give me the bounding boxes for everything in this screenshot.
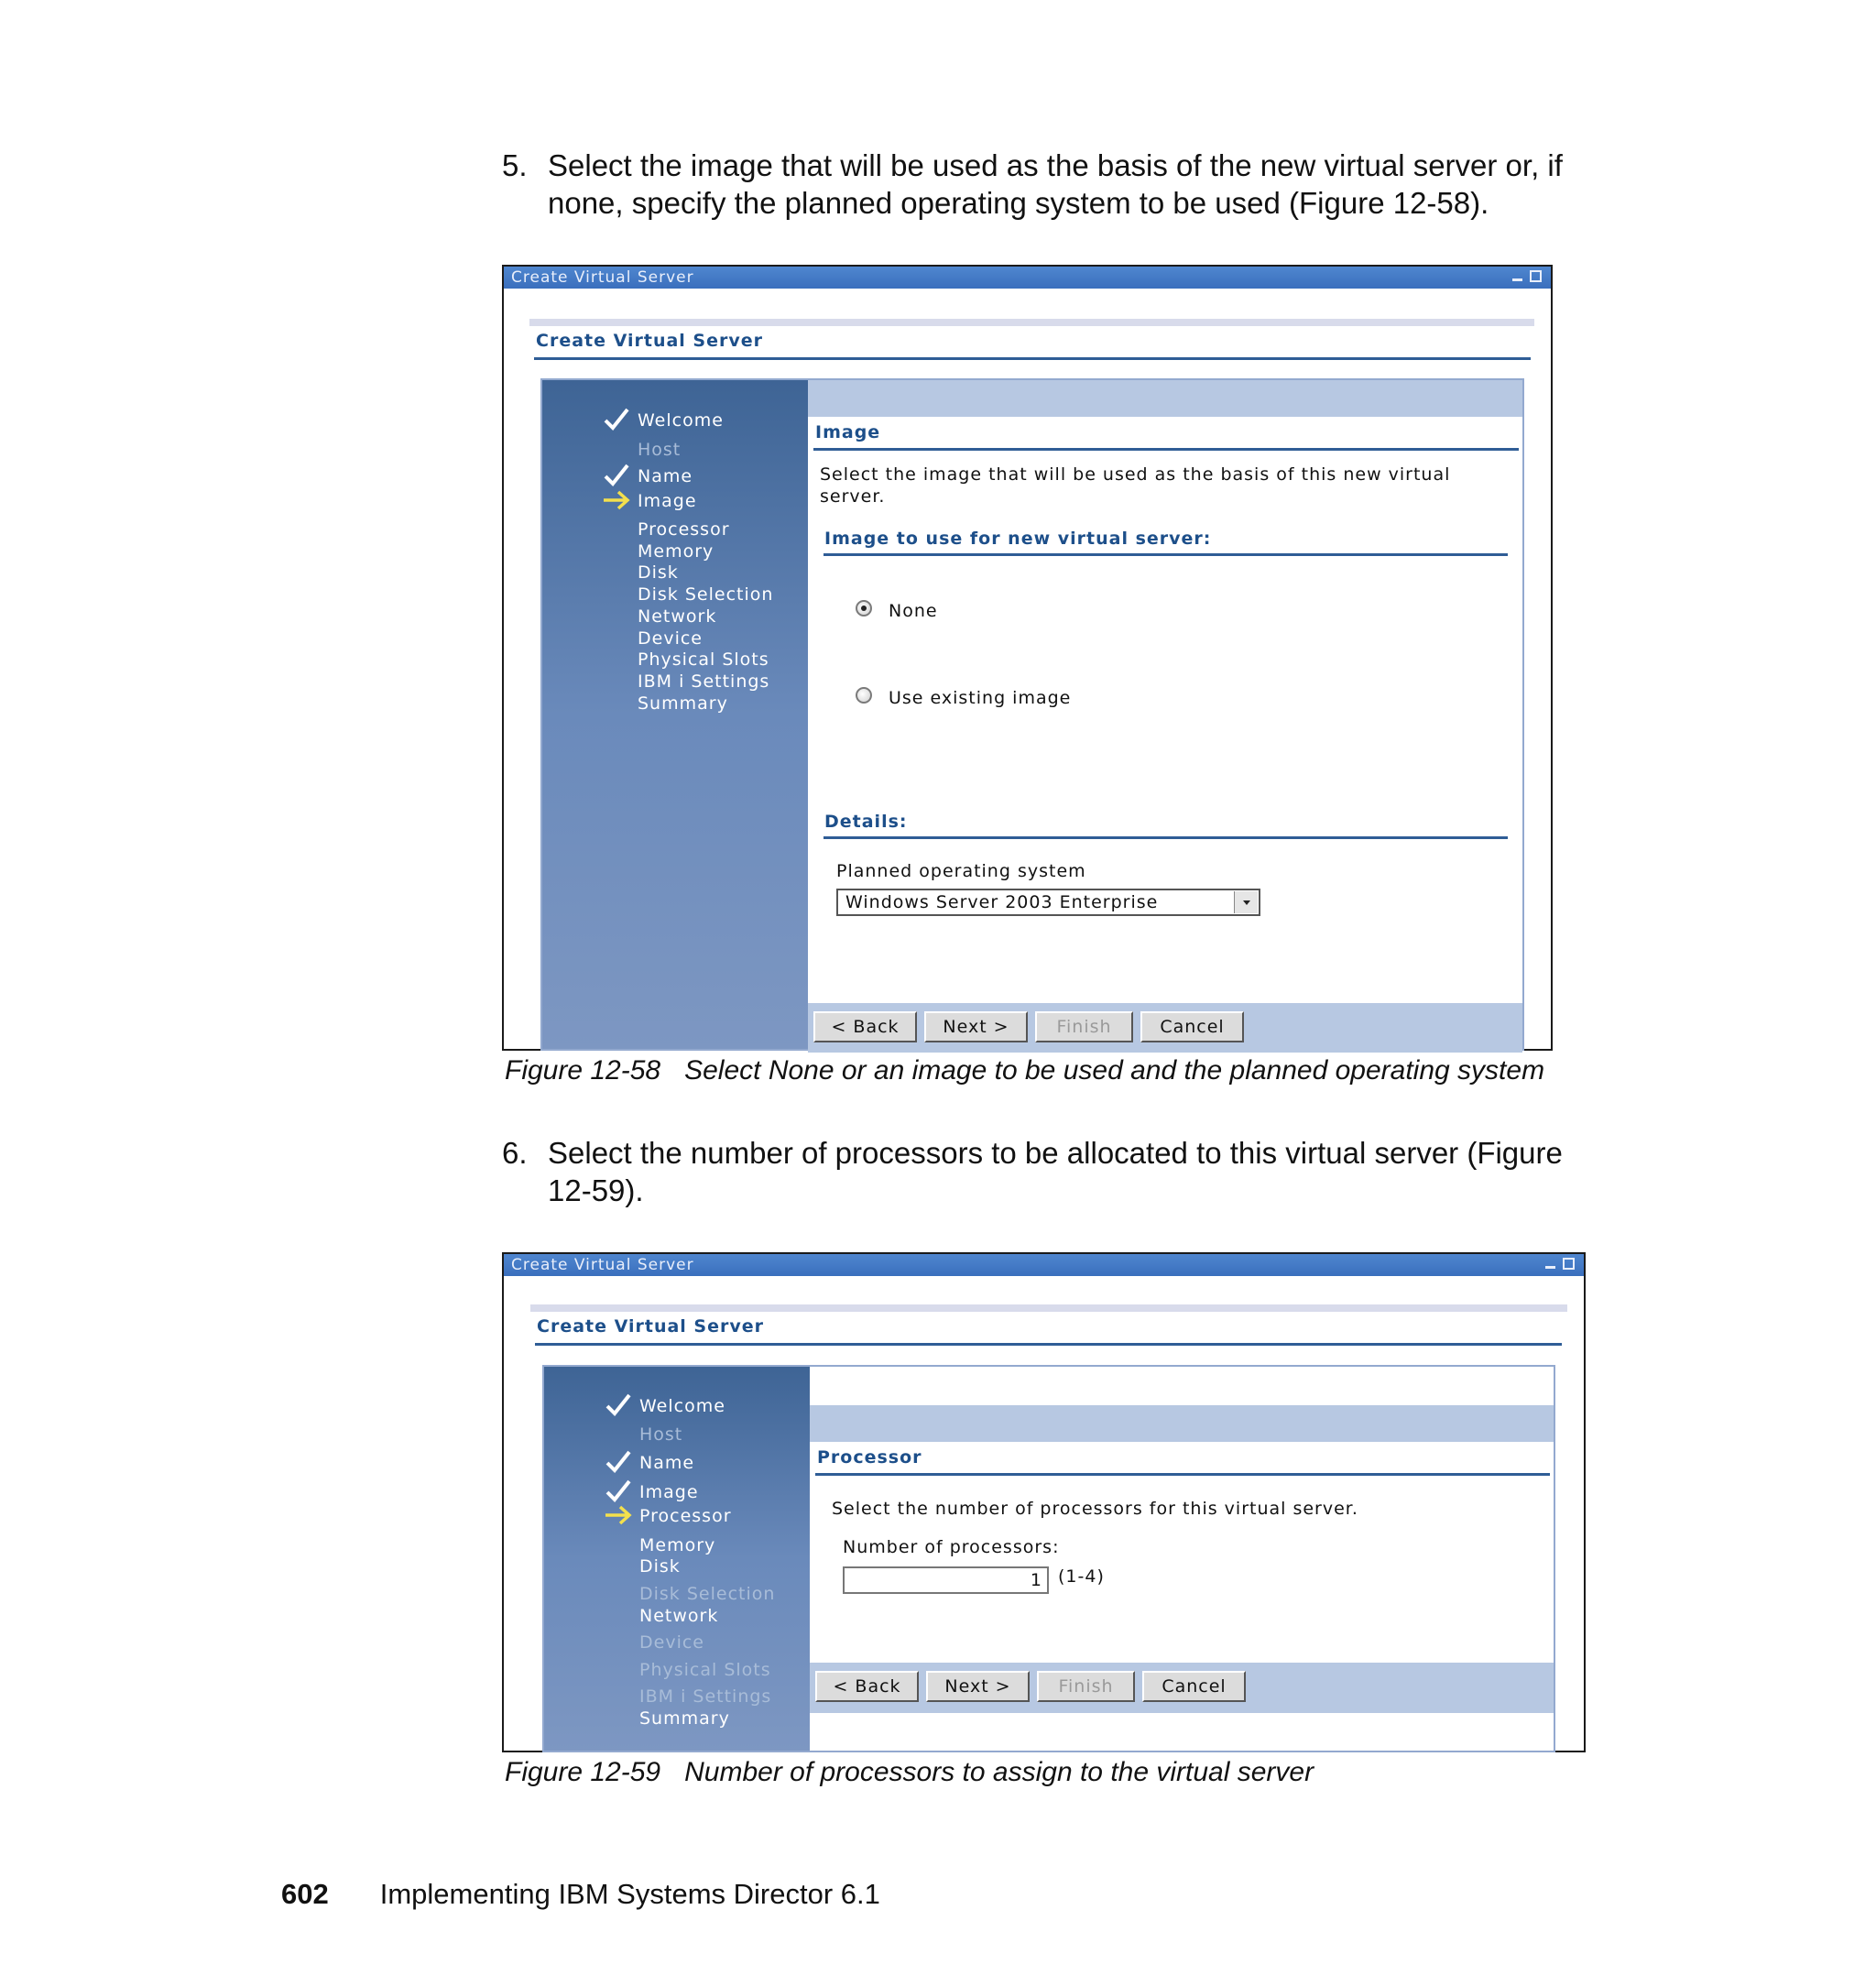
nav-item-network[interactable] <box>638 606 716 627</box>
create-virtual-server-window-processor <box>502 1252 1586 1752</box>
nav-label: Welcome <box>638 410 724 431</box>
book-title: Implementing IBM Systems Director 6.1 <box>379 1878 880 1910</box>
wizard-title-rule <box>534 357 1531 360</box>
step-text: Select the image that will be used as the basis of the new virtual server or, if none, specify the planned operating system to be used (Figure 12-58). <box>548 148 1563 220</box>
nav-item-disk-selection[interactable] <box>638 584 773 605</box>
checkmark-icon <box>603 1479 634 1504</box>
minimize-icon[interactable] <box>1544 1258 1556 1270</box>
wizard-content <box>810 1367 1554 1751</box>
checkmark-icon <box>601 463 632 488</box>
nav-label: Welcome <box>639 1396 725 1416</box>
nav-item-disk-selection[interactable] <box>639 1584 775 1604</box>
section-description: Select the image that will be used as the basis of this new virtual server. <box>820 464 1451 507</box>
checkmark-icon <box>603 1392 634 1418</box>
maximize-icon[interactable] <box>1563 1258 1575 1270</box>
nav-item-welcome[interactable] <box>638 410 724 431</box>
radio-none[interactable] <box>856 600 872 617</box>
nav-item-welcome[interactable] <box>639 1396 725 1416</box>
nav-item-memory[interactable] <box>639 1535 715 1555</box>
window-titlebar <box>504 267 1551 289</box>
button-bar <box>810 1663 1554 1713</box>
nav-item-host[interactable] <box>639 1424 682 1445</box>
nav-label: Physical Slots <box>639 1660 771 1680</box>
nav-item-disk[interactable] <box>639 1556 681 1577</box>
next-button[interactable]: Next > <box>924 1011 1028 1042</box>
cancel-button[interactable]: Cancel <box>1142 1671 1246 1702</box>
page-footer <box>281 1878 880 1911</box>
nav-label: Image <box>639 1482 699 1502</box>
current-step-arrow-icon <box>603 1502 634 1528</box>
wizard-panel <box>542 1365 1555 1752</box>
window-titlebar <box>504 1254 1584 1276</box>
image-heading: Image to use for new virtual server: <box>824 529 1212 549</box>
processor-count-input[interactable]: 1 <box>843 1566 1049 1594</box>
caption-text: Number of processors to assign to the virtual server <box>684 1757 1314 1787</box>
nav-item-name[interactable] <box>639 1453 694 1473</box>
radio-none-label[interactable]: None <box>889 601 938 621</box>
step-5 <box>502 147 1601 222</box>
nav-label: IBM i Settings <box>638 671 770 692</box>
nav-label: Device <box>639 1632 704 1653</box>
section-title: Processor <box>817 1447 922 1468</box>
caption-number: Figure 12-58 <box>505 1055 661 1086</box>
wizard-content <box>808 380 1522 1049</box>
nav-label: IBM i Settings <box>639 1686 772 1707</box>
nav-item-memory[interactable] <box>638 541 714 562</box>
window-title: Create Virtual Server <box>511 268 694 287</box>
nav-label: Disk Selection <box>639 1584 776 1604</box>
radio-use-existing-image-label[interactable]: Use existing image <box>889 688 1072 708</box>
finish-button[interactable]: Finish <box>1035 1011 1133 1042</box>
image-heading-rule <box>823 553 1508 556</box>
checkmark-icon <box>601 407 632 432</box>
wizard-title: Create Virtual Server <box>537 1316 764 1337</box>
caption-text: Select None or an image to be used and the planned operating system <box>684 1055 1545 1086</box>
cancel-button[interactable]: Cancel <box>1140 1011 1244 1042</box>
details-heading-rule <box>823 836 1508 839</box>
nav-label: Name <box>639 1453 695 1473</box>
wizard-title-rule <box>535 1343 1562 1346</box>
nav-item-processor[interactable] <box>638 519 730 540</box>
section-description: Select the number of processors for this virtual server. <box>832 1499 1358 1519</box>
nav-item-summary[interactable] <box>638 693 728 714</box>
nav-label: Disk <box>638 562 679 583</box>
current-step-arrow-icon <box>601 487 632 513</box>
nav-label: Network <box>638 606 717 627</box>
processor-count-label: Number of processors: <box>843 1537 1060 1557</box>
nav-label: Host <box>638 440 682 460</box>
create-virtual-server-window-image <box>502 265 1553 1051</box>
header-band <box>529 319 1534 326</box>
next-button[interactable]: Next > <box>926 1671 1030 1702</box>
nav-item-host[interactable] <box>638 440 681 460</box>
header-band <box>530 1304 1567 1312</box>
nav-label: Host <box>639 1424 683 1445</box>
details-heading: Details: <box>824 812 908 832</box>
step-6 <box>502 1134 1601 1209</box>
step-number: 5. <box>502 148 528 182</box>
checkmark-icon <box>603 1449 634 1475</box>
back-button[interactable]: < Back <box>813 1011 917 1042</box>
nav-item-disk[interactable] <box>638 562 679 583</box>
figure-caption-12-59 <box>505 1757 1314 1788</box>
nav-label: Processor <box>639 1506 732 1526</box>
wizard-panel <box>540 378 1524 1051</box>
nav-label: Processor <box>638 519 730 540</box>
nav-label: Disk Selection <box>638 584 774 605</box>
nav-item-ibm-i-settings[interactable] <box>639 1686 771 1707</box>
step-number: 6. <box>502 1136 528 1170</box>
nav-label: Memory <box>638 541 714 562</box>
caption-number: Figure 12-59 <box>505 1757 661 1787</box>
nav-label: Network <box>639 1606 719 1626</box>
nav-item-image[interactable] <box>638 491 697 511</box>
nav-label: Summary <box>639 1708 730 1729</box>
back-button[interactable]: < Back <box>815 1671 919 1702</box>
nav-label: Disk <box>639 1556 681 1577</box>
nav-label: Device <box>638 628 703 649</box>
finish-button[interactable]: Finish <box>1037 1671 1135 1702</box>
processor-count-range: (1-4) <box>1058 1566 1105 1587</box>
nav-item-device[interactable] <box>638 628 703 649</box>
window-title: Create Virtual Server <box>511 1256 694 1274</box>
section-rule <box>815 1473 1550 1476</box>
nav-item-network[interactable] <box>639 1606 718 1626</box>
nav-item-device[interactable] <box>639 1632 704 1653</box>
wizard-nav <box>544 1367 810 1751</box>
nav-label: Physical Slots <box>638 649 769 670</box>
planned-os-value: Windows Server 2003 Enterprise <box>845 892 1159 912</box>
maximize-icon[interactable] <box>1530 270 1542 282</box>
figure-caption-12-58 <box>505 1055 1544 1086</box>
nav-item-ibm-i-settings[interactable] <box>638 671 769 692</box>
nav-item-physical-slots[interactable] <box>638 649 769 670</box>
nav-label: Summary <box>638 693 728 714</box>
content-header-band <box>808 380 1522 417</box>
nav-item-name[interactable] <box>638 466 693 486</box>
planned-os-label: Planned operating system <box>836 861 1086 881</box>
page-number: 602 <box>281 1878 329 1910</box>
dropdown-arrow-icon[interactable] <box>1234 891 1258 913</box>
nav-item-processor[interactable] <box>639 1506 732 1526</box>
section-rule <box>813 448 1519 451</box>
wizard-nav <box>542 380 808 1049</box>
button-bar <box>808 1003 1522 1053</box>
planned-os-select[interactable] <box>836 889 1260 916</box>
nav-label: Image <box>638 491 697 511</box>
nav-label: Name <box>638 466 693 486</box>
radio-use-existing-image[interactable] <box>856 687 872 704</box>
section-title: Image <box>815 422 881 442</box>
minimize-icon[interactable] <box>1511 270 1523 282</box>
nav-item-physical-slots[interactable] <box>639 1660 771 1680</box>
step-text: Select the number of processors to be allocated to this virtual server (Figure 12-59). <box>548 1136 1563 1207</box>
nav-item-image[interactable] <box>639 1482 699 1502</box>
nav-item-summary[interactable] <box>639 1708 730 1729</box>
content-header-band <box>810 1405 1554 1442</box>
wizard-title: Create Virtual Server <box>536 331 763 351</box>
nav-label: Memory <box>639 1535 716 1555</box>
